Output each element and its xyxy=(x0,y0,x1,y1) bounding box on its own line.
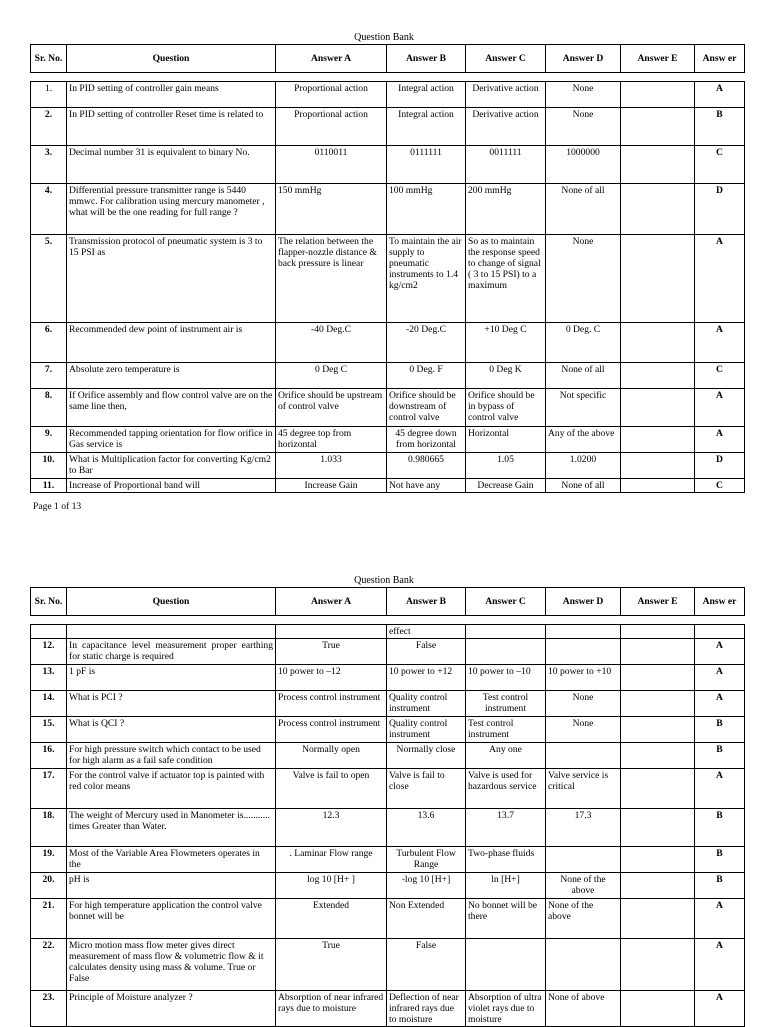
cell-answer-a: Absorption of near infrared rays due to moisture xyxy=(276,991,387,1027)
page1-title: Question Bank xyxy=(354,32,414,43)
cell-sr: 22. xyxy=(31,939,67,991)
cell-answer-d: None of the above xyxy=(546,899,621,939)
cell-answer-e xyxy=(621,743,695,769)
cell-question: Transmission protocol of pneumatic system is 3 to 15 PSI as xyxy=(67,235,276,323)
cell-answer-a: True xyxy=(276,639,387,665)
cell-answer-e xyxy=(621,479,695,493)
carry-over-row xyxy=(31,625,745,639)
table-row xyxy=(31,146,745,184)
cell-sr: 12. xyxy=(31,639,67,665)
col-header-answer-d: Answer D xyxy=(546,588,621,616)
cell-answer: A xyxy=(695,323,745,363)
cell-answer-e xyxy=(621,108,695,146)
cell-sr: 9. xyxy=(31,427,67,453)
cell-answer-a: 0 Deg C xyxy=(276,363,387,389)
col-header-answer-e: Answer E xyxy=(621,45,695,73)
cell-answer: D xyxy=(695,184,745,235)
cell-answer-b: Normally close xyxy=(387,743,466,769)
cell-sr: 13. xyxy=(31,665,67,691)
cell-answer-d xyxy=(546,847,621,873)
cell-answer-e xyxy=(621,665,695,691)
cell-answer-a: Process control instrument xyxy=(276,717,387,743)
cell-question: In capacitance level measurement proper earthing for static charge is required xyxy=(67,639,276,665)
cell-answer-d xyxy=(546,639,621,665)
cell-answer-d: Not specific xyxy=(546,389,621,427)
cell-answer-e xyxy=(621,809,695,847)
cell-answer-a: True xyxy=(276,939,387,991)
cell-answer-d: None xyxy=(546,235,621,323)
cell-answer-b: 0111111 xyxy=(387,146,466,184)
cell-answer-b: Orifice should be downstream of control valve xyxy=(387,389,466,427)
table-row xyxy=(31,323,745,363)
cell-carry-over: effect xyxy=(387,625,466,639)
cell-answer: C xyxy=(695,363,745,389)
cell-sr: 7. xyxy=(31,363,67,389)
cell-question: In PID setting of controller Reset time is related to xyxy=(67,108,276,146)
cell-sr: 3. xyxy=(31,146,67,184)
table-header-row xyxy=(31,45,745,73)
cell-sr: 19. xyxy=(31,847,67,873)
cell-answer-a: 10 power to –12 xyxy=(276,665,387,691)
cell-answer-d: None xyxy=(546,717,621,743)
table-row xyxy=(31,939,745,991)
cell-answer-e xyxy=(621,363,695,389)
cell-question: The weight of Mercury used in Manometer is........... times Greater than Water. xyxy=(67,809,276,847)
cell-answer-d xyxy=(546,743,621,769)
cell-answer-c: +10 Deg C xyxy=(466,323,546,363)
cell-answer-c: 200 mmHg xyxy=(466,184,546,235)
cell-answer-d: 1000000 xyxy=(546,146,621,184)
question-table-page2 xyxy=(30,587,745,1027)
cell-answer-e xyxy=(621,389,695,427)
cell-answer-a: Orifice should be upstream of control valve xyxy=(276,389,387,427)
col-header-answer-c: Answer C xyxy=(466,588,546,616)
cell-answer-a: 12.3 xyxy=(276,809,387,847)
cell-question: If Orifice assembly and flow control valve are on the same line then, xyxy=(67,389,276,427)
cell-answer-c: So as to maintain the response speed to change of signal ( 3 to 15 PSI) to a maximum xyxy=(466,235,546,323)
cell-question: Differential pressure transmitter range is 5440 mmwc. For calibration using mercury manometer , what will be the one reading for full range ? xyxy=(67,184,276,235)
table-row xyxy=(31,453,745,479)
cell-answer: B xyxy=(695,809,745,847)
cell-answer-b: Not have any xyxy=(387,479,466,493)
cell-answer: A xyxy=(695,427,745,453)
cell-answer-e xyxy=(621,323,695,363)
cell-answer: B xyxy=(695,873,745,899)
cell-answer-a: 0110011 xyxy=(276,146,387,184)
table-row xyxy=(31,717,745,743)
cell-answer-d: Valve service is critical xyxy=(546,769,621,809)
cell-sr: 17. xyxy=(31,769,67,809)
cell-answer-a: Process control instrument xyxy=(276,691,387,717)
cell-question: Recommended dew point of instrument air is xyxy=(67,323,276,363)
cell-answer-d: None of all xyxy=(546,363,621,389)
cell-answer-c: Orifice should be in bypass of control valve xyxy=(466,389,546,427)
cell-answer-c: Test control instrument xyxy=(466,691,546,717)
cell-question: For high pressure switch which contact to be used for high alarm as a fail safe condition xyxy=(67,743,276,769)
cell-answer: D xyxy=(695,453,745,479)
table-row xyxy=(31,639,745,665)
cell-answer-a: Proportional action xyxy=(276,108,387,146)
cell-answer-c xyxy=(466,639,546,665)
cell-sr: 5. xyxy=(31,235,67,323)
table-row xyxy=(31,479,745,493)
cell-answer-e xyxy=(621,991,695,1027)
table-row xyxy=(31,899,745,939)
col-header-answer: Answ er xyxy=(695,588,745,616)
cell-question: In PID setting of controller gain means xyxy=(67,82,276,108)
cell-answer-c: ln [H+] xyxy=(466,873,546,899)
cell-answer-d: None of the above xyxy=(546,873,621,899)
cell-answer-d: None xyxy=(546,82,621,108)
cell-answer-a: 150 mmHg xyxy=(276,184,387,235)
cell-answer-e xyxy=(621,873,695,899)
cell-answer: B xyxy=(695,717,745,743)
cell-question: Most of the Variable Area Flowmeters operates in the xyxy=(67,847,276,873)
cell-answer-a: The relation between the flapper-nozzle distance & back pressure is linear xyxy=(276,235,387,323)
cell-answer-d: Any of the above xyxy=(546,427,621,453)
cell-answer-a: . Laminar Flow range xyxy=(276,847,387,873)
cell-answer-e xyxy=(621,639,695,665)
page2-title: Question Bank xyxy=(354,575,414,586)
cell-question: What is PCI ? xyxy=(67,691,276,717)
cell-answer-e xyxy=(621,717,695,743)
cell-answer-e xyxy=(621,184,695,235)
cell-answer: C xyxy=(695,146,745,184)
cell-answer-e xyxy=(621,235,695,323)
cell-answer-b: False xyxy=(387,639,466,665)
cell-answer-d: None xyxy=(546,691,621,717)
cell-answer-c: Decrease Gain xyxy=(466,479,546,493)
cell-sr: 15. xyxy=(31,717,67,743)
table-row xyxy=(31,991,745,1027)
cell-sr: 4. xyxy=(31,184,67,235)
cell-answer-b: 13.6 xyxy=(387,809,466,847)
cell-answer-b: 45 degree down from horizontal xyxy=(387,427,466,453)
cell-answer-d: 1.0200 xyxy=(546,453,621,479)
cell-answer-b: Quality control instrument xyxy=(387,717,466,743)
col-header-question: Question xyxy=(67,588,276,616)
table-spacer-row xyxy=(31,616,745,625)
cell-question: For high temperature application the control valve bonnet will be xyxy=(67,899,276,939)
cell-answer-a: -40 Deg.C xyxy=(276,323,387,363)
cell-answer-a: 45 degree top from horizontal xyxy=(276,427,387,453)
cell-answer-a: Normally open xyxy=(276,743,387,769)
cell-answer: B xyxy=(695,847,745,873)
cell-answer-b: Integral action xyxy=(387,108,466,146)
col-header-answer-b: Answer B xyxy=(387,588,466,616)
cell-answer: A xyxy=(695,939,745,991)
cell-sr: 23. xyxy=(31,991,67,1027)
table-row xyxy=(31,427,745,453)
cell-answer-e xyxy=(621,691,695,717)
cell-answer-e xyxy=(621,769,695,809)
cell-answer-b: 0 Deg. F xyxy=(387,363,466,389)
table-row xyxy=(31,389,745,427)
cell-answer-a: 1.033 xyxy=(276,453,387,479)
cell-answer-c: Horizontal xyxy=(466,427,546,453)
cell-sr: 10. xyxy=(31,453,67,479)
cell-answer-d xyxy=(546,939,621,991)
cell-answer-c: 0 Deg K xyxy=(466,363,546,389)
cell-answer-a: Increase Gain xyxy=(276,479,387,493)
cell-answer: A xyxy=(695,665,745,691)
cell-answer-e xyxy=(621,939,695,991)
cell-answer-c: Derivative action xyxy=(466,108,546,146)
cell-answer-d: None of above xyxy=(546,991,621,1027)
cell-question: 1 pF is xyxy=(67,665,276,691)
table-row xyxy=(31,769,745,809)
cell-answer-c: 10 power to –10 xyxy=(466,665,546,691)
cell-answer-c: Valve is used for hazardous service xyxy=(466,769,546,809)
table-row xyxy=(31,184,745,235)
cell-answer-c: Test control instrument xyxy=(466,717,546,743)
col-header-answer-c: Answer C xyxy=(466,45,546,73)
cell-question: Principle of Moisture analyzer ? xyxy=(67,991,276,1027)
cell-answer-d: 17.3 xyxy=(546,809,621,847)
cell-answer-d: 10 power to +10 xyxy=(546,665,621,691)
cell-sr: 21. xyxy=(31,899,67,939)
cell-question: Recommended tapping orientation for flow orifice in Gas service is xyxy=(67,427,276,453)
cell-answer-b: -log 10 [H+] xyxy=(387,873,466,899)
cell-answer-e xyxy=(621,82,695,108)
table-row xyxy=(31,809,745,847)
cell-answer: A xyxy=(695,389,745,427)
cell-answer-c: 1.05 xyxy=(466,453,546,479)
cell-answer-c: Any one xyxy=(466,743,546,769)
table-spacer-row xyxy=(31,73,745,82)
cell-answer: A xyxy=(695,991,745,1027)
table-row xyxy=(31,82,745,108)
table-row xyxy=(31,873,745,899)
cell-answer-b: Non Extended xyxy=(387,899,466,939)
col-header-answer-e: Answer E xyxy=(621,588,695,616)
col-header-answer-d: Answer D xyxy=(546,45,621,73)
cell-question: pH is xyxy=(67,873,276,899)
table-row xyxy=(31,235,745,323)
col-header-question: Question xyxy=(67,45,276,73)
cell-sr: 14. xyxy=(31,691,67,717)
cell-answer-b: 100 mmHg xyxy=(387,184,466,235)
cell-answer: B xyxy=(695,743,745,769)
cell-answer-d: 0 Deg. C xyxy=(546,323,621,363)
cell-answer-b: 10 power to +12 xyxy=(387,665,466,691)
cell-answer: B xyxy=(695,108,745,146)
cell-answer-b: 0.980665 xyxy=(387,453,466,479)
cell-answer-b: False xyxy=(387,939,466,991)
cell-answer-b: Deflection of near infrared rays due to moisture xyxy=(387,991,466,1027)
cell-sr: 11. xyxy=(31,479,67,493)
cell-sr: 16. xyxy=(31,743,67,769)
cell-sr: 2. xyxy=(31,108,67,146)
col-header-sr: Sr. No. xyxy=(31,588,67,616)
cell-answer-c: Derivative action xyxy=(466,82,546,108)
cell-answer-b: Valve is fail to close xyxy=(387,769,466,809)
cell-answer: A xyxy=(695,769,745,809)
cell-answer: A xyxy=(695,691,745,717)
col-header-answer-a: Answer A xyxy=(276,45,387,73)
table-row xyxy=(31,363,745,389)
cell-answer: A xyxy=(695,82,745,108)
table-row xyxy=(31,665,745,691)
cell-answer-e xyxy=(621,427,695,453)
cell-sr: 8. xyxy=(31,389,67,427)
cell-question: Increase of Proportional band will xyxy=(67,479,276,493)
col-header-answer-b: Answer B xyxy=(387,45,466,73)
cell-answer-c: 13.7 xyxy=(466,809,546,847)
cell-answer: A xyxy=(695,899,745,939)
cell-answer-d: None xyxy=(546,108,621,146)
cell-question: What is QCI ? xyxy=(67,717,276,743)
col-header-answer-a: Answer A xyxy=(276,588,387,616)
cell-sr: 20. xyxy=(31,873,67,899)
cell-question: What is Multiplication factor for converting Kg/cm2 to Bar xyxy=(67,453,276,479)
table-header-row xyxy=(31,588,745,616)
cell-answer-c: Absorption of ultra violet rays due to moisture xyxy=(466,991,546,1027)
cell-answer-d: None of all xyxy=(546,184,621,235)
cell-answer-b: To maintain the air supply to pneumatic instruments to 1.4 kg/cm2 xyxy=(387,235,466,323)
cell-answer-e xyxy=(621,899,695,939)
col-header-answer: Answ er xyxy=(695,45,745,73)
table-row xyxy=(31,691,745,717)
cell-answer-e xyxy=(621,146,695,184)
cell-answer-a: Proportional action xyxy=(276,82,387,108)
cell-answer-a: Extended xyxy=(276,899,387,939)
cell-question: For the control valve if actuator top is painted with red color means xyxy=(67,769,276,809)
cell-answer-b: Turbulent Flow Range xyxy=(387,847,466,873)
cell-answer: A xyxy=(695,235,745,323)
cell-answer-a: Valve is fail to open xyxy=(276,769,387,809)
cell-answer-b: Integral action xyxy=(387,82,466,108)
question-table-page1 xyxy=(30,44,745,493)
cell-answer-c: No bonnet will be there xyxy=(466,899,546,939)
cell-sr: 18. xyxy=(31,809,67,847)
col-header-sr: Sr. No. xyxy=(31,45,67,73)
cell-answer-e xyxy=(621,453,695,479)
table-row xyxy=(31,108,745,146)
cell-answer-c: 0011111 xyxy=(466,146,546,184)
cell-answer-b: Quality control instrument xyxy=(387,691,466,717)
cell-sr: 1. xyxy=(31,82,67,108)
page-footer: Page 1 of 13 xyxy=(33,501,82,512)
cell-answer-d: None of all xyxy=(546,479,621,493)
cell-question: Decimal number 31 is equivalent to binary No. xyxy=(67,146,276,184)
table-row xyxy=(31,743,745,769)
cell-answer-a: log 10 [H+ ] xyxy=(276,873,387,899)
cell-sr: 6. xyxy=(31,323,67,363)
cell-question: Absolute zero temperature is xyxy=(67,363,276,389)
cell-answer: A xyxy=(695,639,745,665)
cell-answer: C xyxy=(695,479,745,493)
cell-question: Micro motion mass flow meter gives direct measurement of mass flow & volumetric flow & it calculates density using mass & volume. True or False xyxy=(67,939,276,991)
table-row xyxy=(31,847,745,873)
cell-answer-c: Two-phase fluids xyxy=(466,847,546,873)
cell-answer-b: -20 Deg.C xyxy=(387,323,466,363)
cell-answer-c xyxy=(466,939,546,991)
cell-answer-e xyxy=(621,847,695,873)
